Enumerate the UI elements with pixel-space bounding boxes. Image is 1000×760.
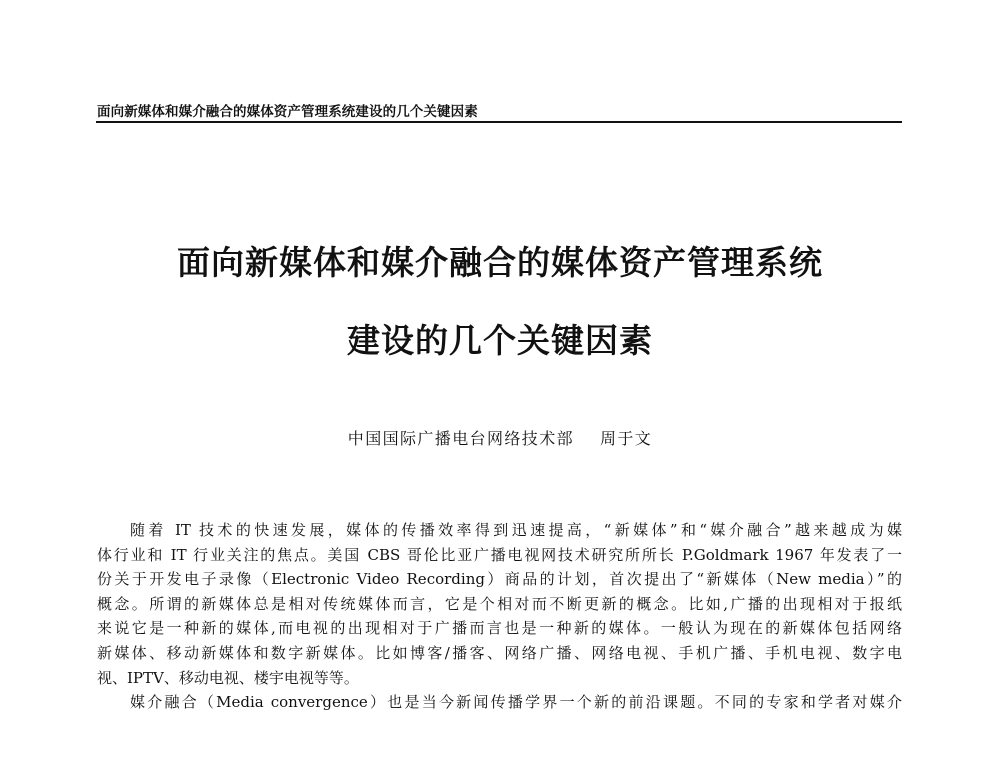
paragraph-line: 概念。所谓的新媒体总是相对传统媒体而言，它是个相对而不断更新的概念。比如,广播的出现相对于报纸 (97, 594, 902, 613)
paragraph-line: 视、IPTV、移动电视、楼宇电视等等。 (97, 668, 359, 687)
author-name: 周于文 (600, 429, 653, 448)
byline (0, 426, 1000, 449)
paragraph-line: 新媒体、移动新媒体和数字新媒体。比如博客/播客、网络广播、网络电视、手机广播、手机电视、数字电 (97, 643, 902, 662)
author-affiliation: 中国国际广播电台网络技术部 (347, 429, 574, 448)
paragraph-line: 体行业和 IT 行业关注的焦点。美国 CBS 哥伦比亚广播电视网技术研究所所长 P.Goldmark 1967 年发表了一 (97, 545, 902, 564)
paragraph-line: 媒介融合（Media convergence）也是当今新闻传播学界一个新的前沿课题。不同的专家和学者对媒介 (130, 693, 902, 712)
title-line-2: 建设的几个关键因素 (347, 321, 653, 360)
paragraph-1 (97, 518, 902, 690)
title-line-1: 面向新媒体和媒介融合的媒体资产管理系统 (177, 243, 823, 282)
header-rule (96, 121, 902, 123)
paragraph-2 (97, 690, 902, 715)
running-header: 面向新媒体和媒介融合的媒体资产管理系统建设的几个关键因素 (97, 104, 478, 120)
body-text (97, 518, 902, 715)
paragraph-line: 来说它是一种新的媒体,而电视的出现相对于广播而言也是一种新的媒体。一般认为现在的新媒体包括网络 (97, 619, 902, 638)
paragraph-line: 随着 IT 技术的快速发展，媒体的传播效率得到迅速提高，“新媒体”和“媒介融合”越来越成为媒 (130, 521, 902, 539)
paragraph-line: 份关于开发电子录像（Electronic Video Recording）商品的计划，首次提出了“新媒体（New media）”的 (97, 570, 902, 589)
